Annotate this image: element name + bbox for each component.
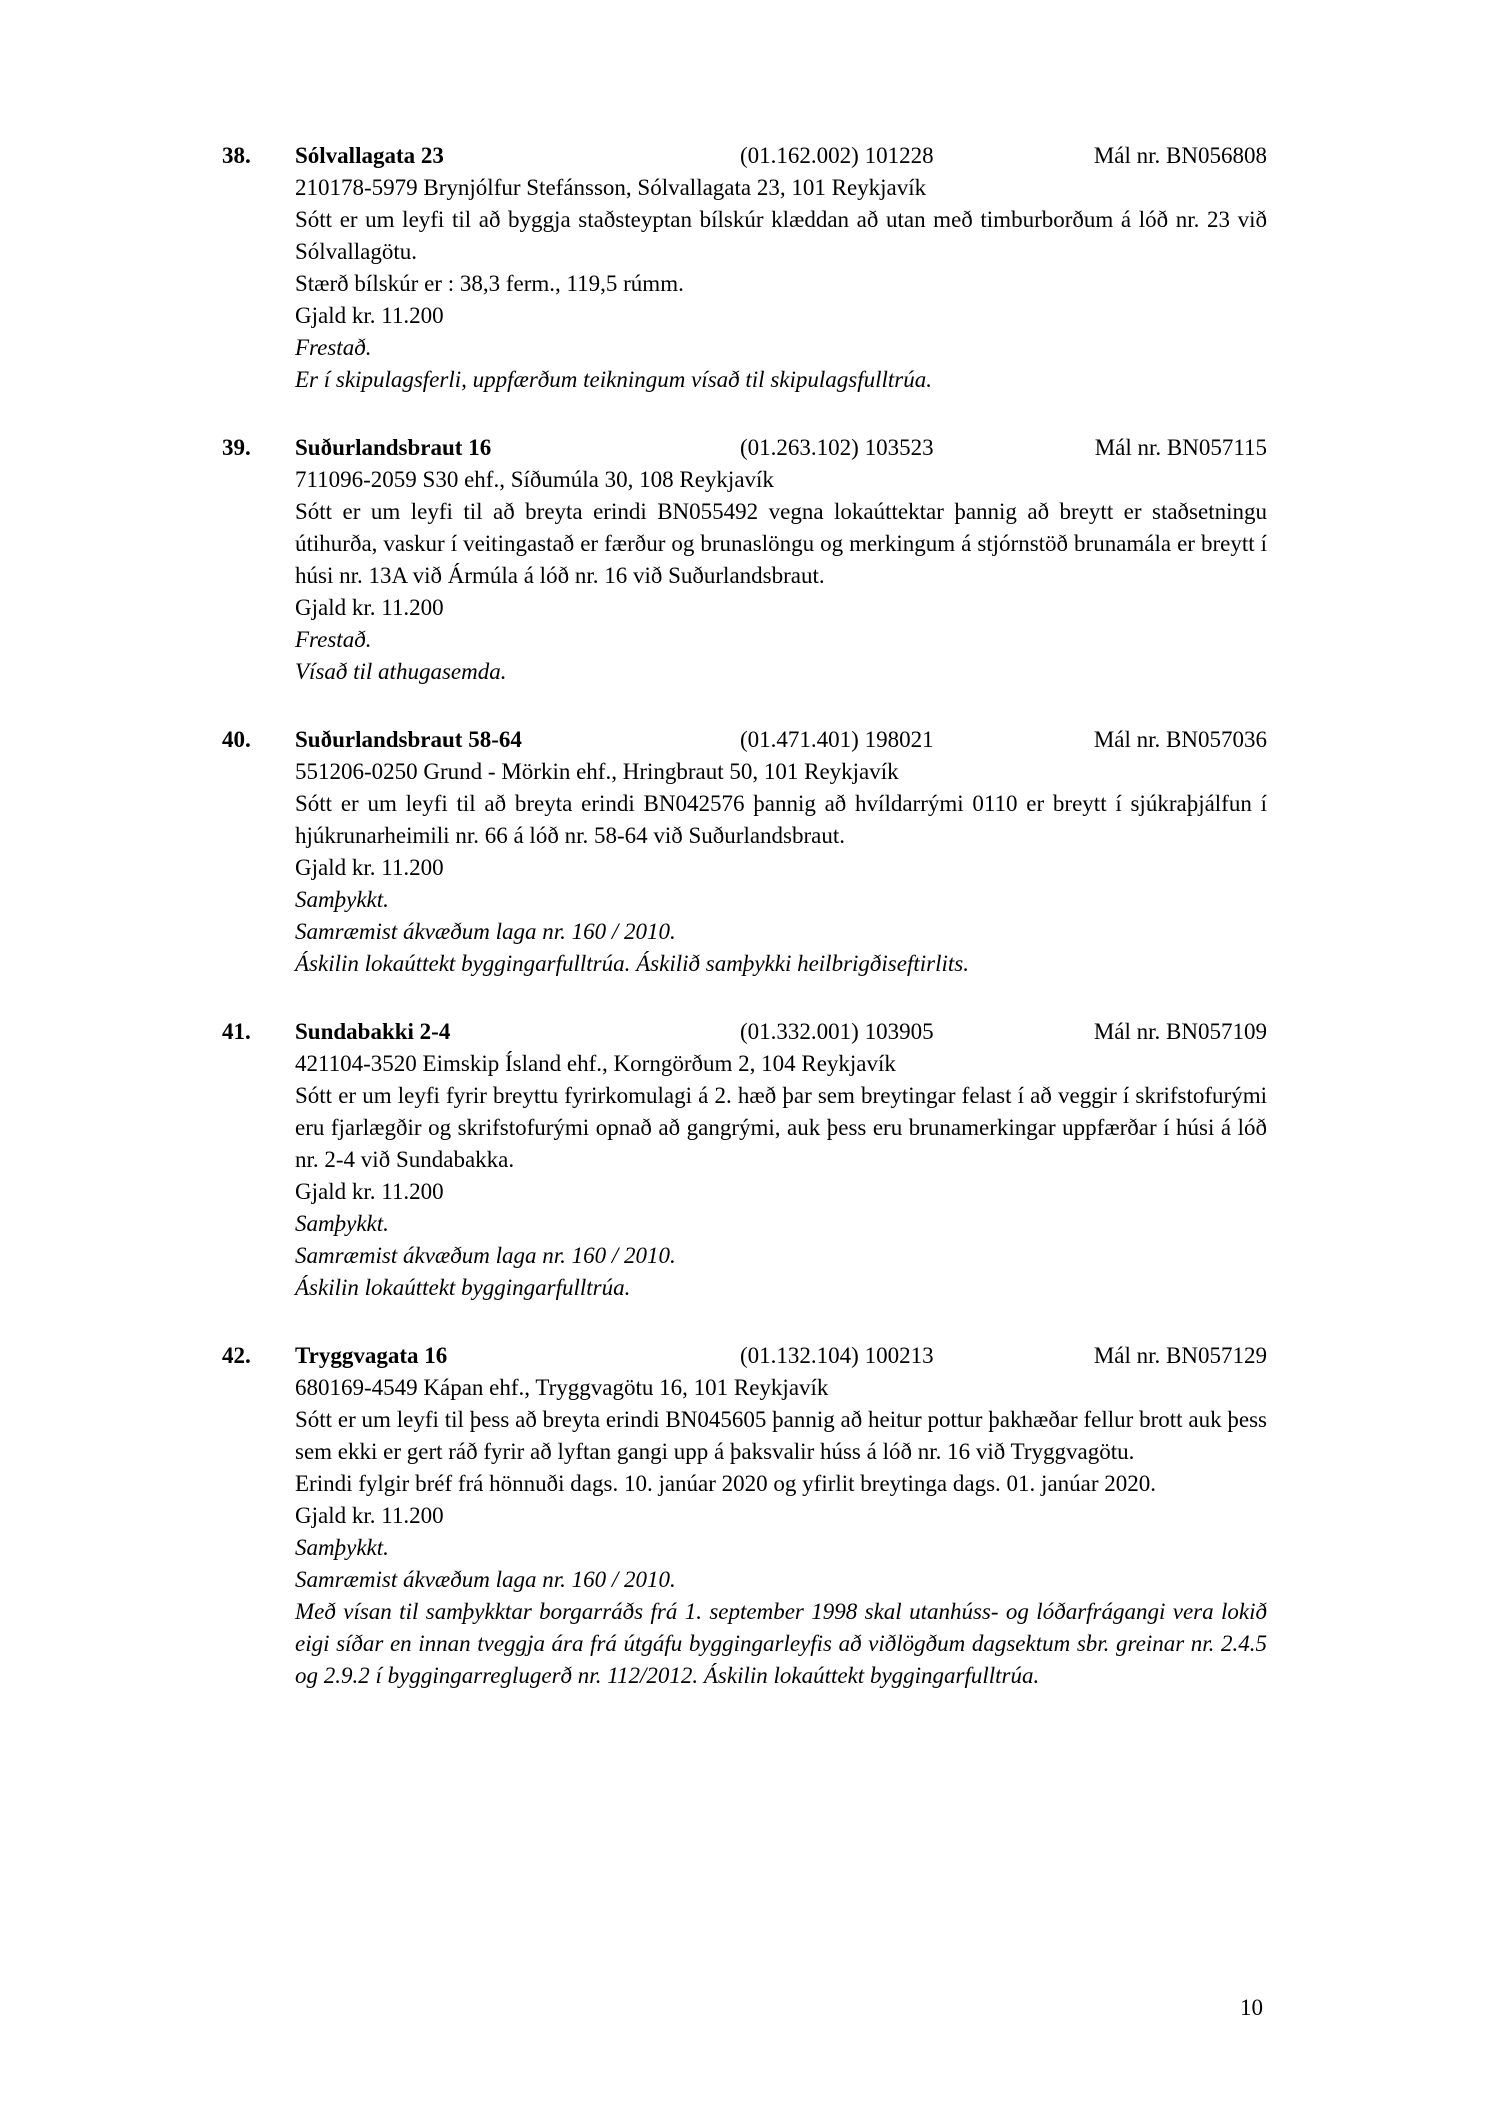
item-body (295, 1372, 1267, 1692)
item-body (295, 464, 1267, 688)
size-line: Stærð bílskúr er : 38,3 ferm., 119,5 rúmm. (295, 271, 684, 296)
item-reference: (01.471.401) 198021 (740, 727, 934, 752)
note-line: Samræmist ákvæðum laga nr. 160 / 2010. (295, 919, 676, 944)
item-title: Suðurlandsbraut 58-64 (295, 727, 522, 752)
owner-line: 680169-4549 Kápan ehf., Tryggvagötu 16, 101 Reykjavík (295, 1375, 829, 1400)
item-header (222, 140, 1267, 172)
decision-line: Frestað. (295, 627, 372, 652)
item-header (222, 1016, 1267, 1048)
item-reference: (01.162.002) 101228 (740, 143, 934, 168)
application-text: Sótt er um leyfi til að breyta erindi BN055492 vegna lokaúttektar þannig að breytt er staðsetningu útihurða, vaskur í veitingastað er færður og brunaslöngu og merkingum á stjórnstöð brunamála er breytt í húsi nr. 13A við Ármúla á lóð nr. 16 við Suðurlandsbraut. (295, 499, 1267, 588)
item-case-number: Mál nr. BN057129 (1093, 1343, 1267, 1368)
item-header (222, 1340, 1267, 1372)
item-header (222, 432, 1267, 464)
note-line: Samræmist ákvæðum laga nr. 160 / 2010. (295, 1567, 676, 1592)
decision-line: Frestað. (295, 335, 372, 360)
item-title: Sundabakki 2-4 (295, 1019, 451, 1044)
note-line: Er í skipulagsferli, uppfærðum teikningum vísað til skipulagsfulltrúa. (295, 367, 932, 392)
permit-item (222, 432, 1267, 688)
item-body (295, 756, 1267, 980)
item-title: Suðurlandsbraut 16 (295, 435, 492, 460)
item-reference: (01.132.104) 100213 (740, 1343, 934, 1368)
item-title: Sólvallagata 23 (295, 143, 444, 168)
note-line: Áskilin lokaúttekt byggingarfulltrúa. (295, 1275, 631, 1300)
attachment-line: Erindi fylgir bréf frá hönnuði dags. 10. janúar 2020 og yfirlit breytinga dags. 01. janúar 2020. (295, 1471, 1157, 1496)
decision-line: Samþykkt. (295, 887, 389, 912)
permit-item (222, 1340, 1267, 1692)
item-case-number: Mál nr. BN057109 (1093, 1019, 1267, 1044)
fee-line: Gjald kr. 11.200 (295, 855, 444, 880)
note-line: Áskilin lokaúttekt byggingarfulltrúa. Áskilið samþykki heilbrigðiseftirlits. (295, 951, 969, 976)
item-number: 42. (222, 1343, 251, 1368)
note-line: Með vísan til samþykktar borgarráðs frá 1. september 1998 skal utanhúss- og lóðarfrágangi vera lokið eigi síðar en innan tveggja ára frá útgáfu byggingarleyfis að viðlögðum dagsektum sbr. greinar nr. 2.4.5 og 2.9.2 í byggingarreglugerð nr. 112/2012. Áskilin lokaúttekt byggingarfulltrúa. (295, 1599, 1267, 1688)
owner-line: 551206-0250 Grund - Mörkin ehf., Hringbraut 50, 101 Reykjavík (295, 759, 899, 784)
note-line: Vísað til athugasemda. (295, 659, 507, 684)
item-case-number: Mál nr. BN057115 (1094, 435, 1267, 460)
fee-line: Gjald kr. 11.200 (295, 303, 444, 328)
decision-line: Samþykkt. (295, 1211, 389, 1236)
item-number: 39. (222, 435, 251, 460)
application-text: Sótt er um leyfi til að byggja staðsteyptan bílskúr klæddan að utan með timburborðum á lóð nr. 23 við Sólvallagötu. (295, 207, 1267, 264)
item-reference: (01.332.001) 103905 (740, 1019, 934, 1044)
item-number: 38. (222, 143, 251, 168)
application-text: Sótt er um leyfi til þess að breyta erindi BN045605 þannig að heitur pottur þakhæðar fellur brott auk þess sem ekki er gert ráð fyrir að lyftan gangi upp á þaksvalir húss á lóð nr. 16 við Tryggvagötu. (295, 1407, 1267, 1464)
item-title: Tryggvagata 16 (295, 1343, 448, 1368)
item-case-number: Mál nr. BN057036 (1093, 727, 1267, 752)
owner-line: 210178-5979 Brynjólfur Stefánsson, Sólvallagata 23, 101 Reykjavík (295, 175, 927, 200)
application-text: Sótt er um leyfi fyrir breyttu fyrirkomulagi á 2. hæð þar sem breytingar felast í að veggir í skrifstofurými eru fjarlægðir og skrifstofurými opnað að gangrými, auk þess eru brunamerkingar uppfærðar í húsi á lóð nr. 2-4 við Sundabakka. (295, 1083, 1267, 1172)
owner-line: 421104-3520 Eimskip Ísland ehf., Korngörðum 2, 104 Reykjavík (295, 1051, 896, 1076)
fee-line: Gjald kr. 11.200 (295, 1179, 444, 1204)
decision-line: Samþykkt. (295, 1535, 389, 1560)
fee-line: Gjald kr. 11.200 (295, 1503, 444, 1528)
permit-item (222, 1016, 1267, 1304)
item-number: 41. (222, 1019, 251, 1044)
owner-line: 711096-2059 S30 ehf., Síðumúla 30, 108 Reykjavík (295, 467, 774, 492)
application-text: Sótt er um leyfi til að breyta erindi BN042576 þannig að hvíldarrými 0110 er breytt í sjúkraþjálfun í hjúkrunarheimili nr. 66 á lóð nr. 58-64 við Suðurlandsbraut. (295, 791, 1267, 848)
item-number: 40. (222, 727, 251, 752)
permit-item (222, 140, 1267, 396)
page-number: 10 (1240, 1995, 1263, 2020)
fee-line: Gjald kr. 11.200 (295, 595, 444, 620)
item-body (295, 1048, 1267, 1304)
note-line: Samræmist ákvæðum laga nr. 160 / 2010. (295, 1243, 676, 1268)
item-header (222, 724, 1267, 756)
minutes-content (222, 140, 1267, 1728)
item-case-number: Mál nr. BN056808 (1093, 143, 1267, 168)
item-body (295, 172, 1267, 396)
permit-item (222, 724, 1267, 980)
item-reference: (01.263.102) 103523 (740, 435, 934, 460)
